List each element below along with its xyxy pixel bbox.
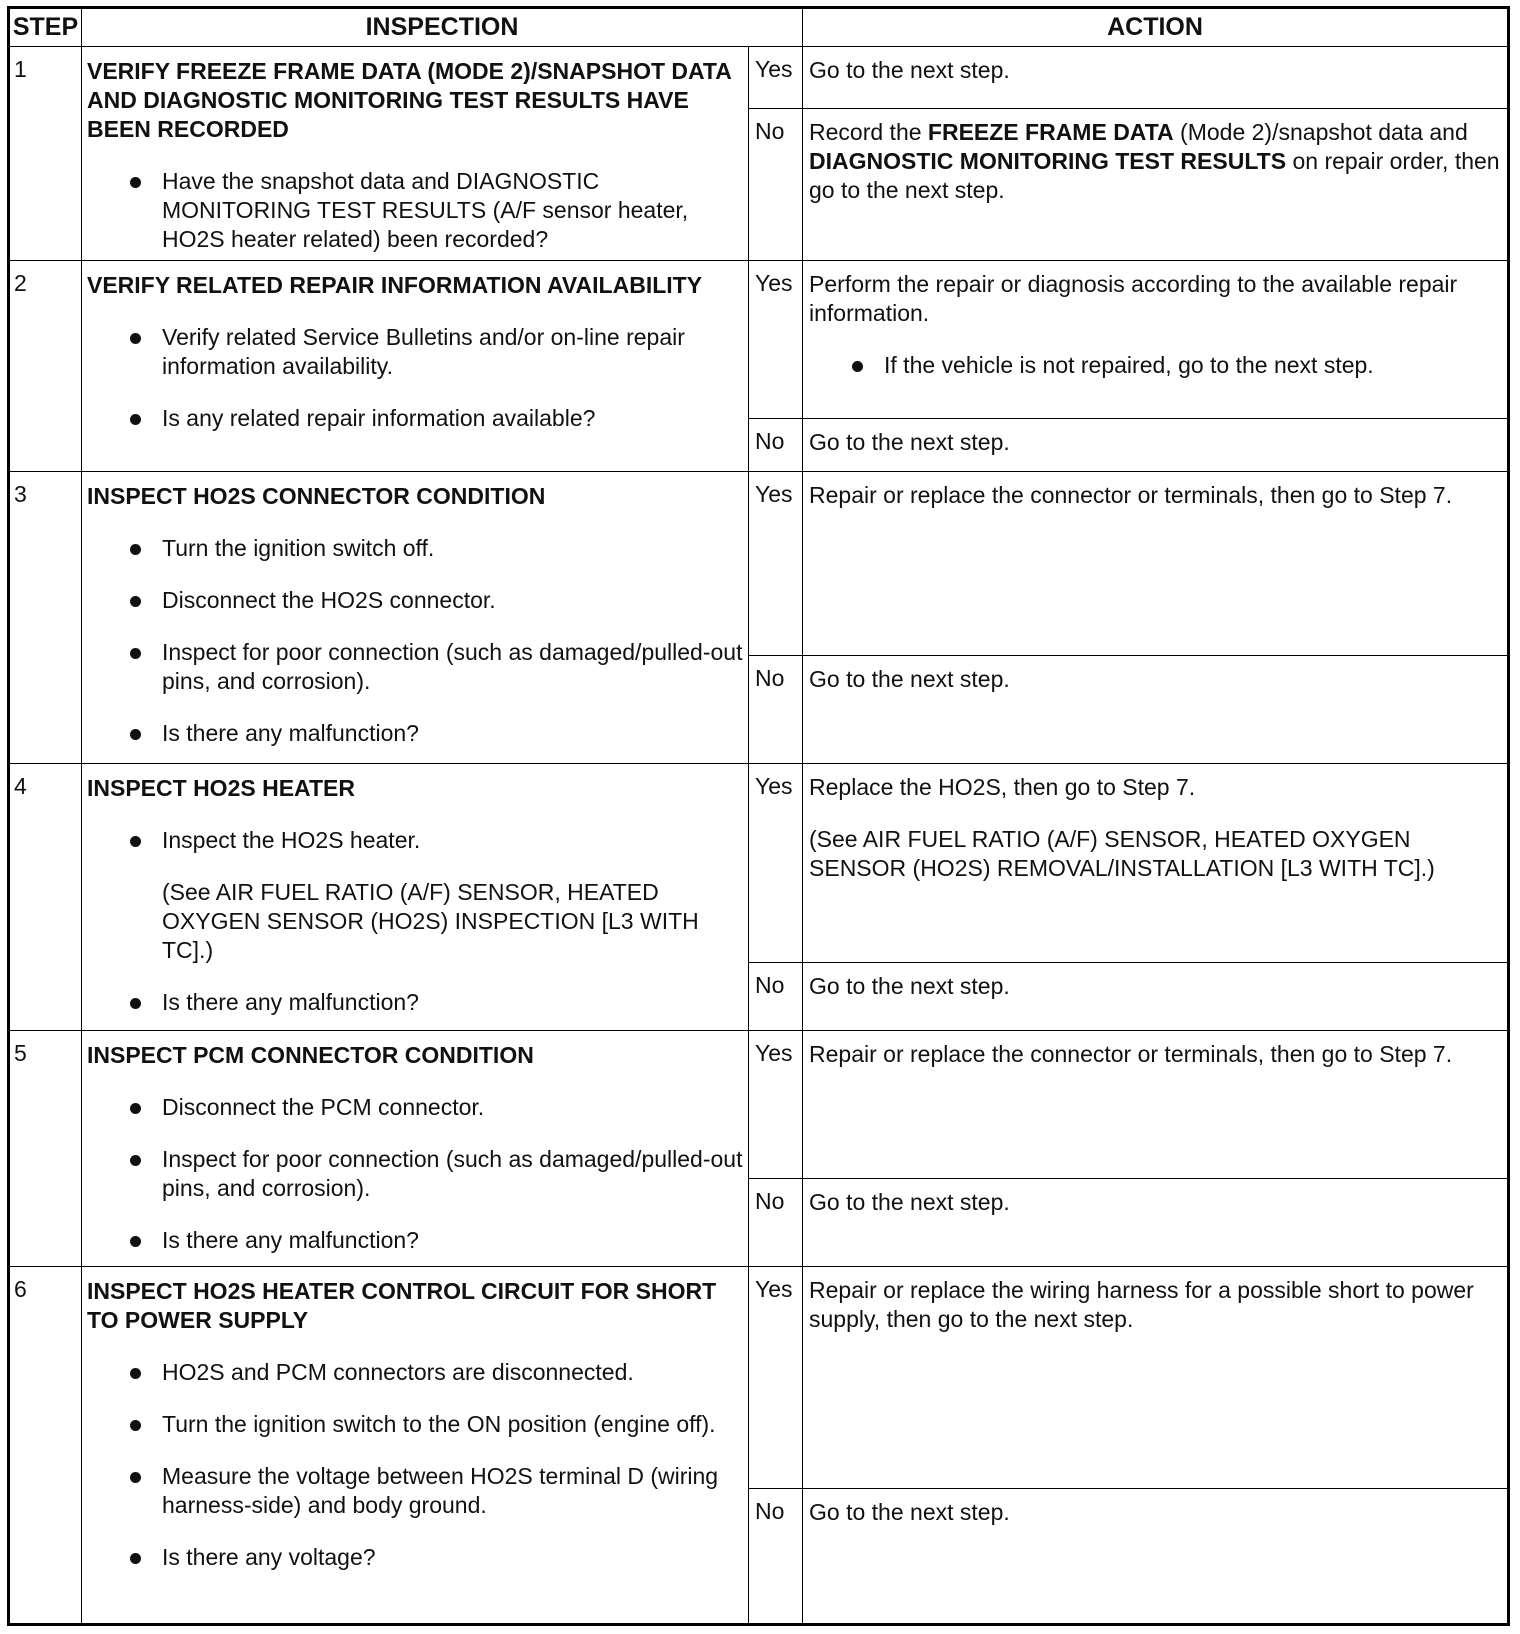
inspection-bullet: Is there any malfunction? bbox=[87, 1226, 743, 1255]
no-action: Go to the next step. bbox=[803, 1179, 1509, 1267]
inspection-title: INSPECT HO2S CONNECTOR CONDITION bbox=[87, 483, 546, 509]
bullet-icon bbox=[130, 414, 141, 425]
diagnostic-procedure-table bbox=[7, 6, 1510, 1626]
step-5-yes-row bbox=[9, 1031, 1509, 1179]
step-1-inspection bbox=[82, 47, 749, 261]
bullet-icon bbox=[130, 1368, 141, 1379]
inspection-bullet: Is there any malfunction? bbox=[87, 719, 743, 748]
step-3-yes-row bbox=[9, 472, 1509, 656]
bullet-icon bbox=[130, 1553, 141, 1564]
no-action: Go to the next step. bbox=[803, 1489, 1509, 1625]
step-4-yes-row bbox=[9, 764, 1509, 963]
bullet-icon bbox=[130, 1103, 141, 1114]
action-column-header: ACTION bbox=[803, 8, 1509, 47]
yes-action: Repair or replace the connector or terminals, then go to Step 7. bbox=[803, 1031, 1509, 1179]
table-header-row bbox=[9, 8, 1509, 47]
bullet-icon bbox=[130, 177, 141, 188]
yes-label: Yes bbox=[749, 47, 803, 109]
no-action: Record the FREEZE FRAME DATA (Mode 2)/snapshot data and DIAGNOSTIC MONITORING TEST RESULTS on repair order, then go to the next step. bbox=[803, 109, 1509, 261]
step-number: 5 bbox=[9, 1031, 82, 1267]
bullet-icon bbox=[130, 333, 141, 344]
bullet-icon bbox=[130, 998, 141, 1009]
yes-label: Yes bbox=[749, 1031, 803, 1179]
action-reference-note: (See AIR FUEL RATIO (A/F) SENSOR, HEATED OXYGEN SENSOR (HO2S) REMOVAL/INSTALLATION [L3 WITH TC].) bbox=[809, 826, 1435, 881]
no-label: No bbox=[749, 109, 803, 261]
step-3-inspection bbox=[82, 472, 749, 764]
step-1-yes-row bbox=[9, 47, 1509, 109]
inspection-bullet: Is there any malfunction? bbox=[87, 988, 743, 1017]
inspection-column-header: INSPECTION bbox=[82, 8, 803, 47]
inspection-bullet: Is there any voltage? bbox=[87, 1543, 743, 1572]
inspection-title: INSPECT HO2S HEATER CONTROL CIRCUIT FOR SHORT TO POWER SUPPLY bbox=[87, 1278, 717, 1333]
step-number: 6 bbox=[9, 1267, 82, 1625]
step-2-inspection bbox=[82, 261, 749, 472]
bullet-icon bbox=[130, 1420, 141, 1431]
no-label: No bbox=[749, 656, 803, 764]
no-action: Go to the next step. bbox=[803, 656, 1509, 764]
yes-action: Replace the HO2S, then go to Step 7. (See AIR FUEL RATIO (A/F) SENSOR, HEATED OXYGEN SENSOR (HO2S) REMOVAL/INSTALLATION [L3 WITH TC].) bbox=[803, 764, 1509, 963]
no-label: No bbox=[749, 1489, 803, 1625]
inspection-bullet: Verify related Service Bulletins and/or on-line repair information availability. bbox=[87, 323, 743, 381]
no-label: No bbox=[749, 963, 803, 1031]
inspection-bullet: HO2S and PCM connectors are disconnected. bbox=[87, 1358, 743, 1387]
inspection-title: INSPECT PCM CONNECTOR CONDITION bbox=[87, 1042, 534, 1068]
inspection-reference-note: (See AIR FUEL RATIO (A/F) SENSOR, HEATED OXYGEN SENSOR (HO2S) INSPECTION [L3 WITH TC].) bbox=[162, 879, 699, 963]
yes-label: Yes bbox=[749, 764, 803, 963]
yes-action: Go to the next step. bbox=[803, 47, 1509, 109]
yes-action: Repair or replace the wiring harness for a possible short to power supply, then go to the next step. bbox=[803, 1267, 1509, 1489]
inspection-title: INSPECT HO2S HEATER bbox=[87, 775, 355, 801]
inspection-title: VERIFY RELATED REPAIR INFORMATION AVAILABILITY bbox=[87, 272, 703, 298]
action-bullet: If the vehicle is not repaired, go to the next step. bbox=[809, 351, 1502, 380]
inspection-bullet: Turn the ignition switch off. bbox=[87, 534, 743, 563]
inspection-bullet: Inspect for poor connection (such as damaged/pulled-out pins, and corrosion). bbox=[87, 638, 743, 696]
yes-label: Yes bbox=[749, 472, 803, 656]
yes-action: Repair or replace the connector or terminals, then go to Step 7. bbox=[803, 472, 1509, 656]
inspection-bullet: Inspect the HO2S heater. bbox=[87, 826, 743, 855]
inspection-bullet: Measure the voltage between HO2S terminal D (wiring harness-side) and body ground. bbox=[87, 1462, 743, 1520]
bullet-icon bbox=[852, 361, 863, 372]
bullet-icon bbox=[130, 648, 141, 659]
step-6-inspection bbox=[82, 1267, 749, 1625]
step-number: 2 bbox=[9, 261, 82, 472]
inspection-bullet: Have the snapshot data and DIAGNOSTIC MONITORING TEST RESULTS (A/F sensor heater, HO2S heater related) been recorded? bbox=[87, 167, 743, 254]
no-label: No bbox=[749, 1179, 803, 1267]
step-4-inspection bbox=[82, 764, 749, 1031]
step-6-yes-row bbox=[9, 1267, 1509, 1489]
step-number: 1 bbox=[9, 47, 82, 261]
bullet-icon bbox=[130, 544, 141, 555]
bullet-icon bbox=[130, 596, 141, 607]
no-action: Go to the next step. bbox=[803, 419, 1509, 472]
inspection-title: VERIFY FREEZE FRAME DATA (MODE 2)/SNAPSHOT DATA AND DIAGNOSTIC MONITORING TEST RESULTS HAVE BEEN RECORDED bbox=[87, 58, 732, 142]
bullet-icon bbox=[130, 1155, 141, 1166]
inspection-bullet: Disconnect the PCM connector. bbox=[87, 1093, 743, 1122]
no-action: Go to the next step. bbox=[803, 963, 1509, 1031]
no-label: No bbox=[749, 419, 803, 472]
step-number: 3 bbox=[9, 472, 82, 764]
yes-action: Perform the repair or diagnosis according to the available repair information. If the vehicle is not repaired, go to the next step. bbox=[803, 261, 1509, 419]
bullet-icon bbox=[130, 836, 141, 847]
step-5-inspection bbox=[82, 1031, 749, 1267]
step-column-header: STEP bbox=[9, 8, 82, 47]
inspection-bullet: Disconnect the HO2S connector. bbox=[87, 586, 743, 615]
bullet-icon bbox=[130, 1472, 141, 1483]
step-2-yes-row bbox=[9, 261, 1509, 419]
inspection-bullet: Turn the ignition switch to the ON position (engine off). bbox=[87, 1410, 743, 1439]
inspection-bullet: Inspect for poor connection (such as damaged/pulled-out pins, and corrosion). bbox=[87, 1145, 743, 1203]
yes-label: Yes bbox=[749, 1267, 803, 1489]
bullet-icon bbox=[130, 1236, 141, 1247]
inspection-bullet: Is any related repair information available? bbox=[87, 404, 743, 433]
yes-label: Yes bbox=[749, 261, 803, 419]
step-number: 4 bbox=[9, 764, 82, 1031]
bullet-icon bbox=[130, 729, 141, 740]
